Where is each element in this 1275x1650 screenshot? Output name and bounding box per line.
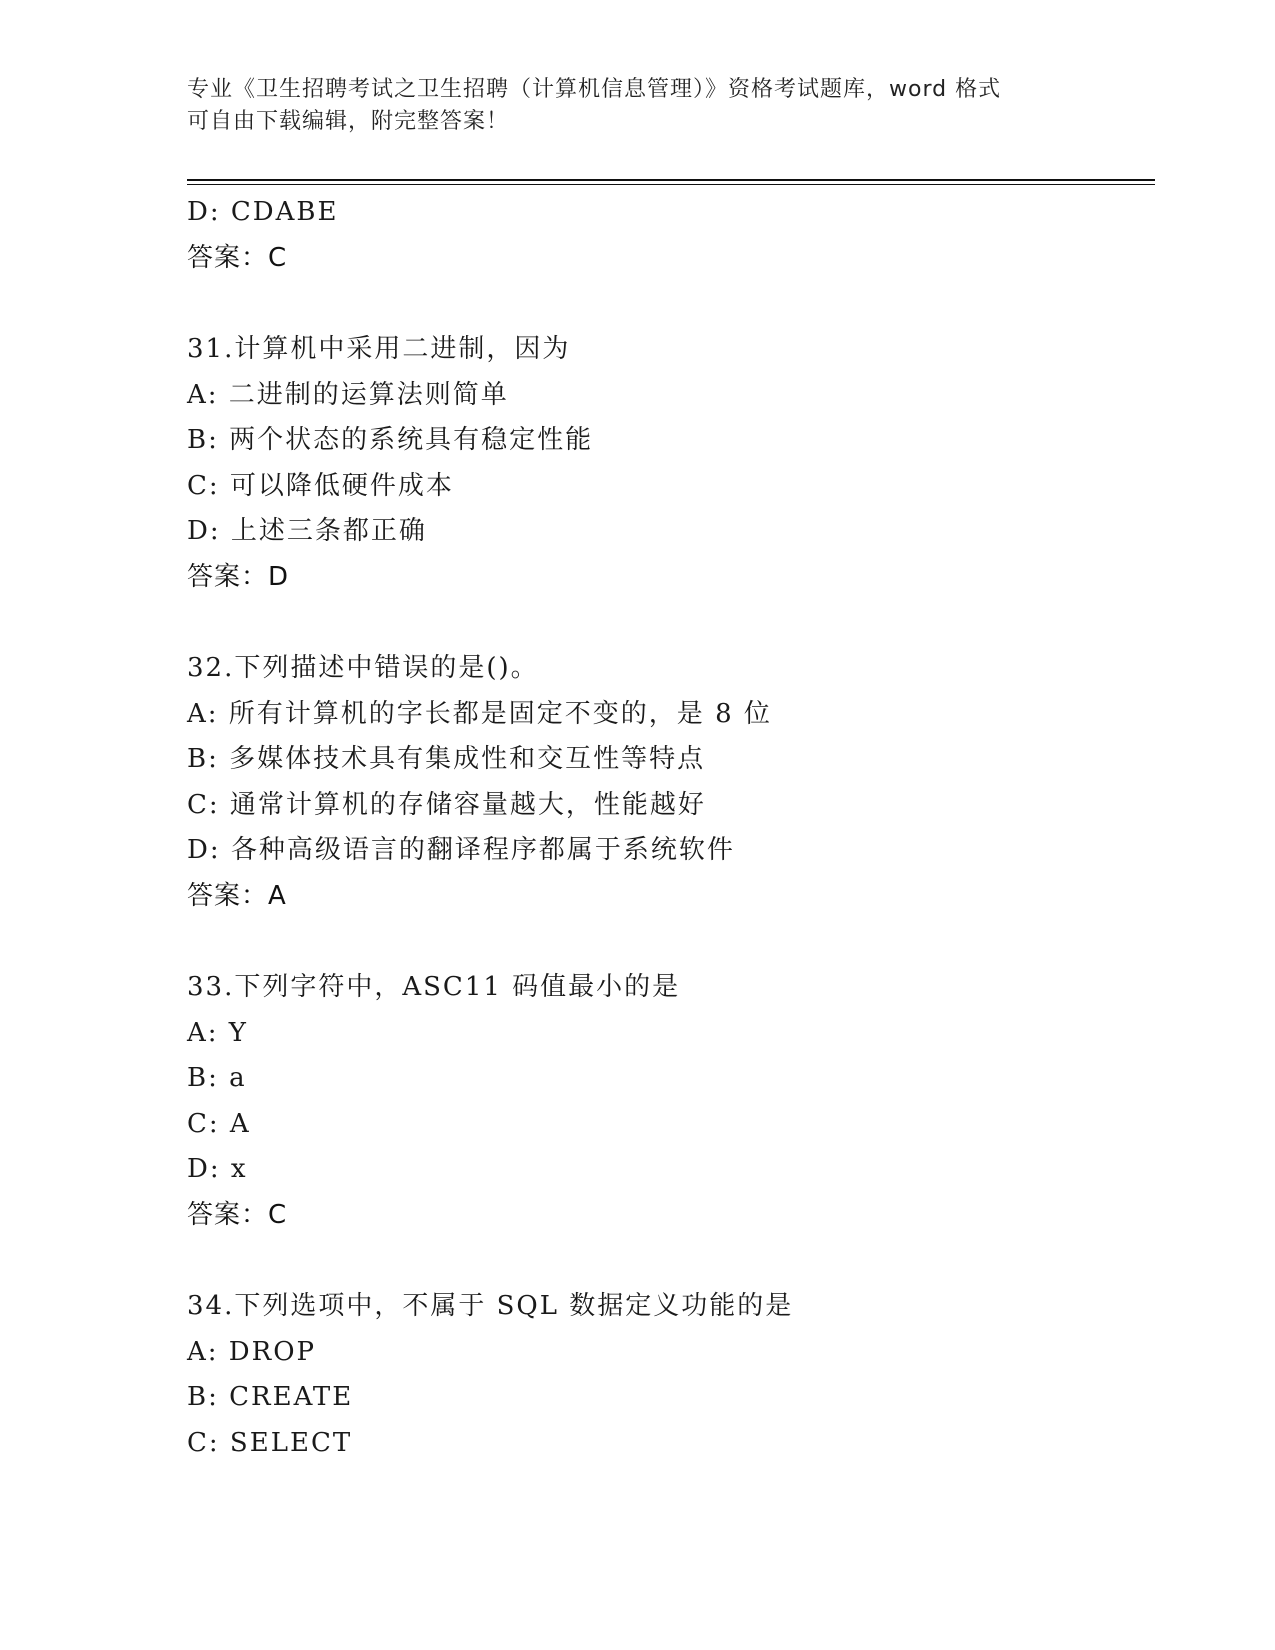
- spacer: [187, 919, 1155, 965]
- question-content: [187, 190, 1155, 1466]
- spacer: [187, 600, 1155, 646]
- question-33: [187, 965, 1155, 1238]
- option-a: A: DROP: [187, 1336, 317, 1367]
- option-b: B: a: [187, 1063, 247, 1093]
- header-divider-thin: [187, 184, 1155, 185]
- option-a: A: 所有计算机的字长都是固定不变的，是 8 位: [187, 698, 772, 729]
- option-b: B: CREATE: [187, 1382, 354, 1412]
- option-d: D: x: [187, 1154, 248, 1184]
- option-a: A: 二进制的运算法则简单: [187, 379, 509, 410]
- question-34: [187, 1284, 1155, 1466]
- option-c: C: 可以降低硬件成本: [187, 470, 454, 501]
- answer: 答案：D: [187, 561, 290, 592]
- option-b: B: 两个状态的系统具有稳定性能: [187, 425, 594, 455]
- header-line-2: 可自由下载编辑，附完整答案！: [187, 109, 510, 134]
- option-c: C: 通常计算机的存储容量越大，性能越好: [187, 789, 706, 820]
- option-b: B: 多媒体技术具有集成性和交互性等特点: [187, 744, 706, 774]
- question-stem: 33.下列字符中，ASC11 码值最小的是: [187, 972, 681, 1002]
- header-divider-thick: [187, 179, 1155, 181]
- question-30-tail: [187, 190, 1155, 281]
- option-a: A: Y: [187, 1017, 248, 1048]
- option-d: D: 上述三条都正确: [187, 516, 427, 546]
- option-d: D: CDABE: [187, 197, 339, 227]
- question-32: [187, 646, 1155, 919]
- option-c: C: A: [187, 1108, 251, 1139]
- document-header: [187, 74, 1087, 138]
- question-31: [187, 327, 1155, 600]
- option-c: C: SELECT: [187, 1427, 353, 1458]
- spacer: [187, 1238, 1155, 1284]
- answer: 答案：C: [187, 242, 288, 273]
- answer: 答案：A: [187, 880, 287, 911]
- question-stem: 34.下列选项中，不属于 SQL 数据定义功能的是: [187, 1291, 794, 1321]
- question-stem: 31.计算机中采用二进制，因为: [187, 334, 571, 364]
- question-stem: 32.下列描述中错误的是()。: [187, 653, 539, 683]
- spacer: [187, 281, 1155, 327]
- header-line-1: 专业《卫生招聘考试之卫生招聘（计算机信息管理）》资格考试题库，word 格式: [187, 77, 1002, 102]
- option-d: D: 各种高级语言的翻译程序都属于系统软件: [187, 835, 735, 865]
- answer: 答案：C: [187, 1199, 288, 1230]
